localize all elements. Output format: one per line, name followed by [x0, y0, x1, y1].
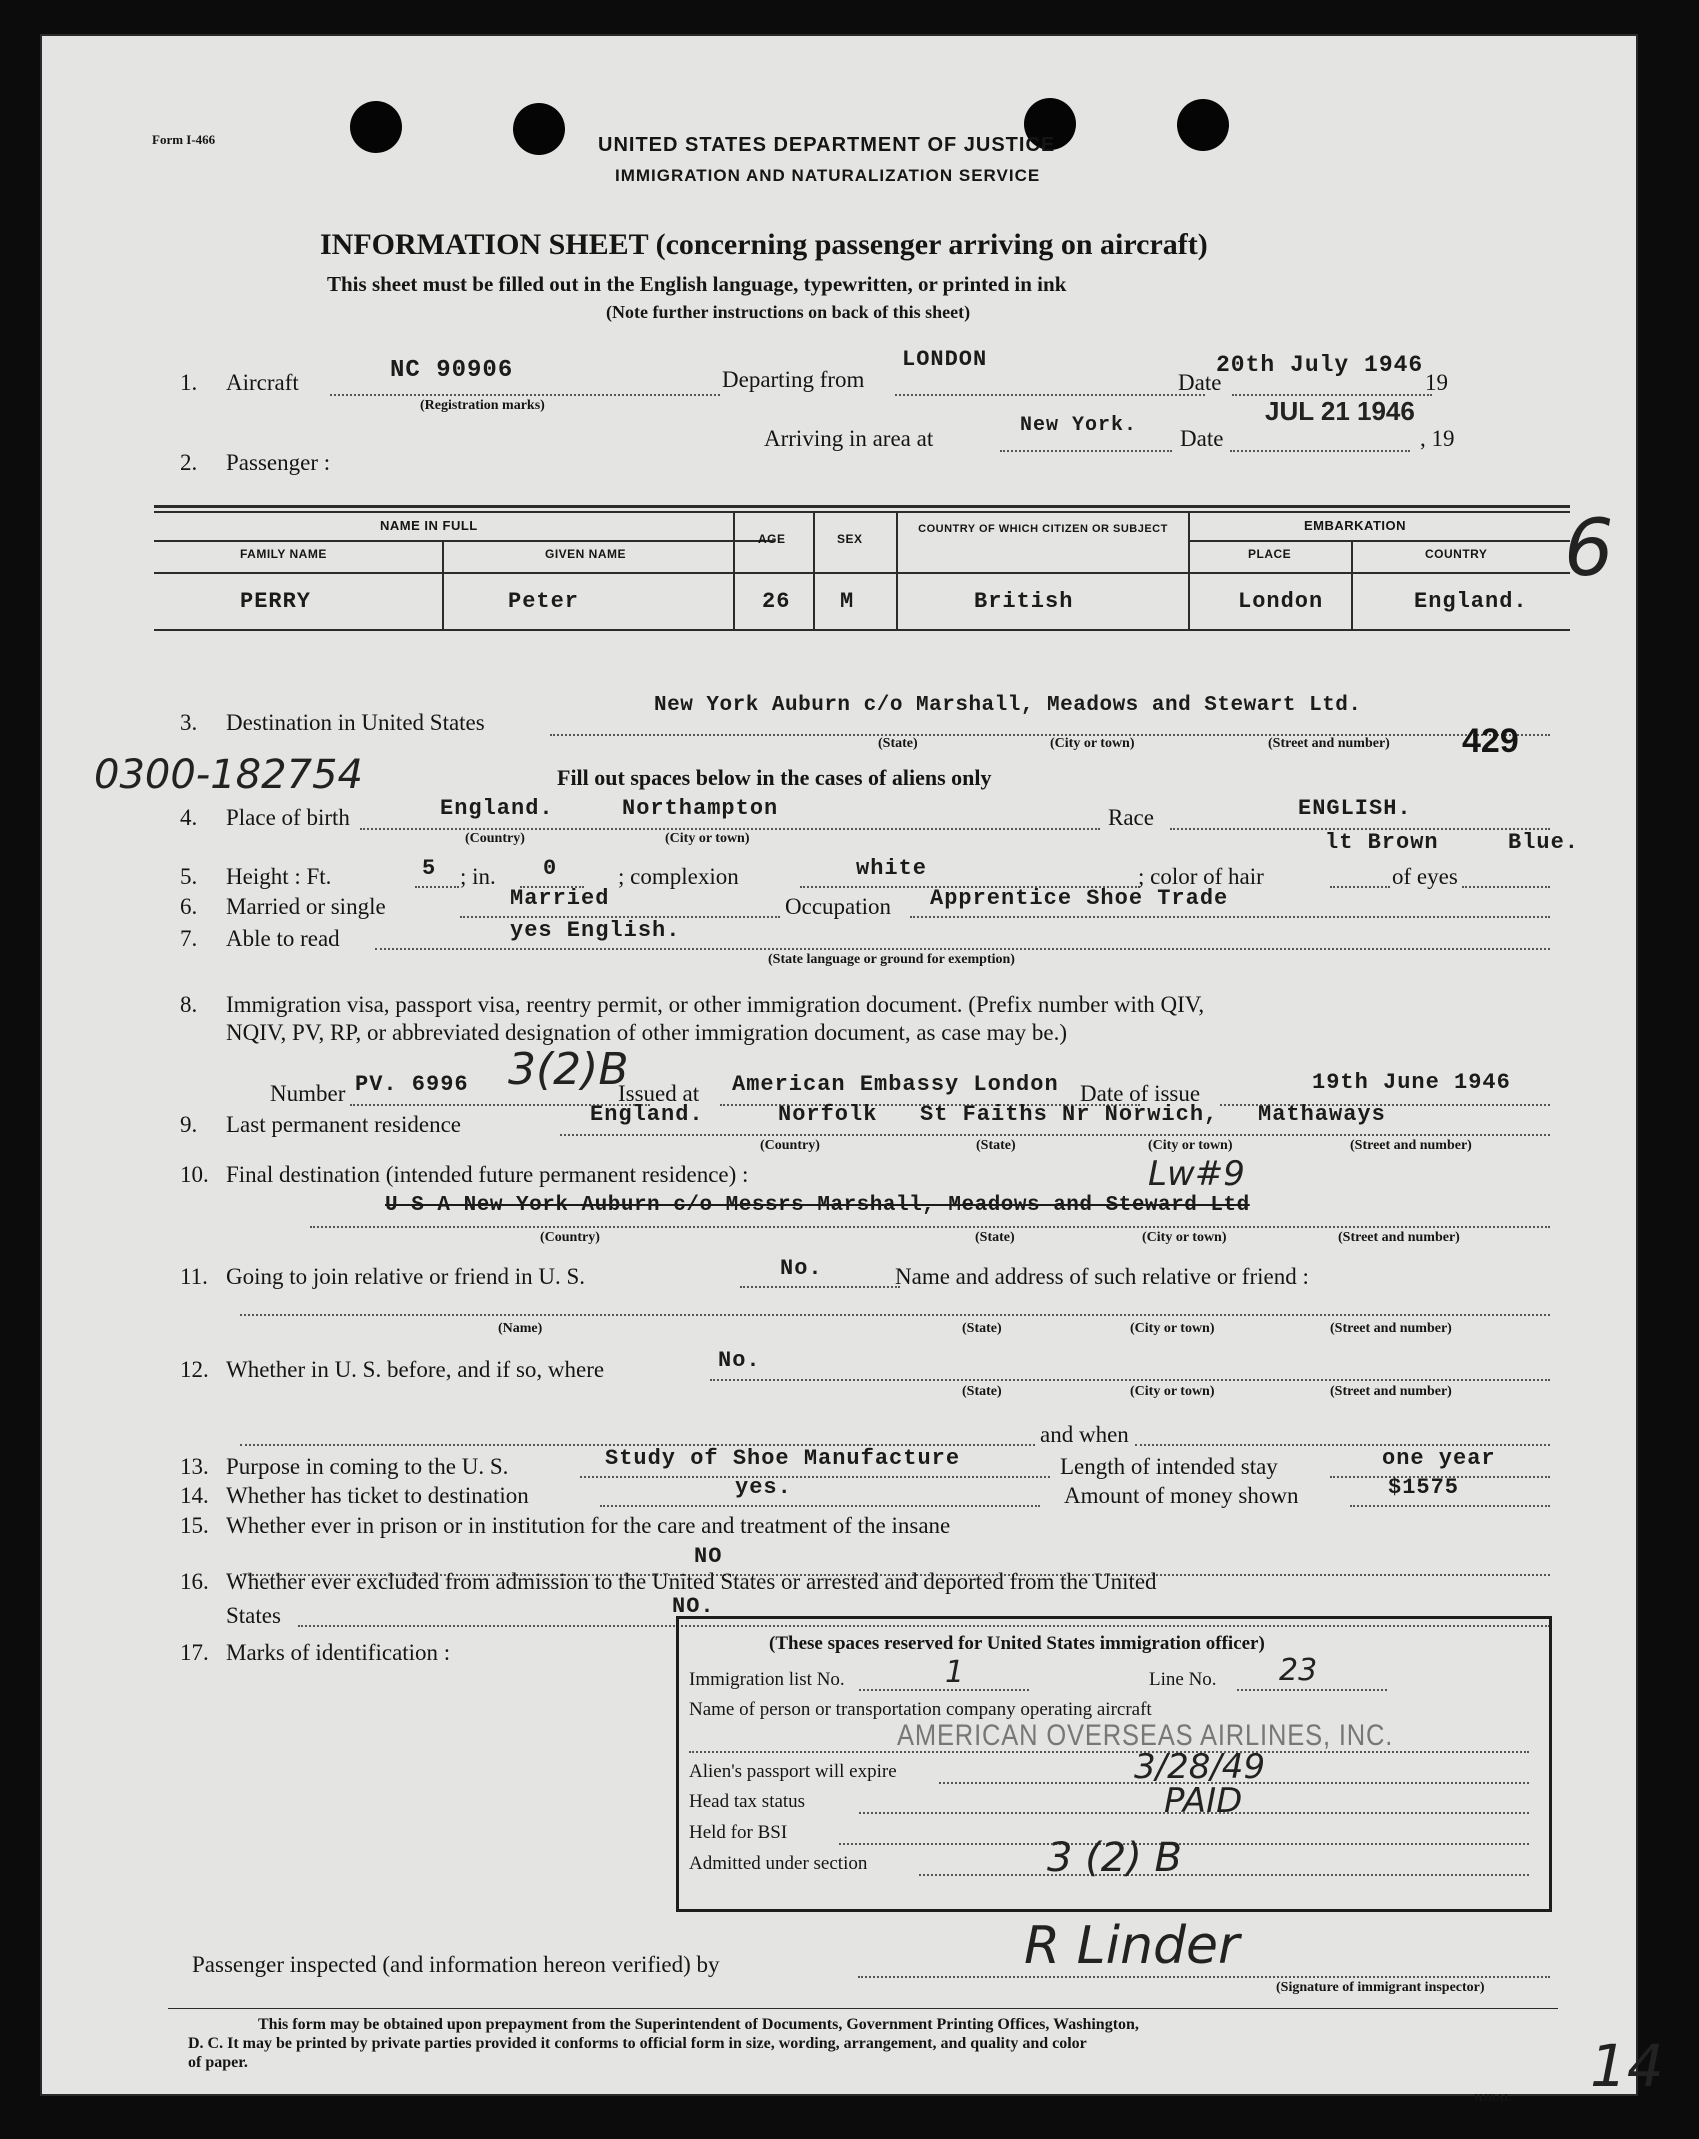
- caption: (State): [962, 1321, 1002, 1336]
- relative-address-label: Name and address of such relative or friend :: [895, 1264, 1309, 1289]
- table-rule: [154, 540, 774, 542]
- item-number: 2.: [180, 450, 198, 475]
- item-number: 12.: [180, 1357, 209, 1382]
- field-line: [919, 1874, 1529, 1876]
- aircraft-value: NC 90906: [390, 357, 514, 384]
- caption: (State): [878, 736, 918, 751]
- caption: (City or town): [1130, 1321, 1215, 1336]
- sex-value: M: [840, 589, 855, 614]
- officer-box: [676, 1616, 1552, 1912]
- caption: (Signature of immigrant inspector): [1276, 1980, 1485, 1995]
- destination-value: New York Auburn c/o Marshall, Meadows and Stewart Ltd.: [654, 694, 1362, 717]
- field-line: [560, 1134, 1550, 1136]
- excluded-value: NO.: [672, 1594, 715, 1619]
- table-rule: [442, 540, 444, 629]
- eyes-label: of eyes: [1392, 864, 1458, 889]
- previous-visit-value: No.: [718, 1348, 761, 1373]
- age-value: 26: [762, 589, 791, 614]
- inspected-label: Passenger inspected (and information hereon verified) by: [192, 1952, 720, 1977]
- purpose-value: Study of Shoe Manufacture: [605, 1446, 961, 1471]
- residence-label: Last permanent residence: [226, 1112, 461, 1137]
- read-value: yes English.: [510, 918, 681, 943]
- field-line: [740, 1286, 900, 1288]
- footer-rule: [168, 2008, 1558, 2009]
- item-number: 3.: [180, 710, 198, 735]
- field-line: [910, 916, 1550, 918]
- punch-hole: [350, 101, 402, 153]
- field-line: [1462, 886, 1550, 888]
- caption: (State): [976, 1138, 1016, 1153]
- caption: (Street and number): [1330, 1321, 1452, 1336]
- field-line: [859, 1689, 1029, 1691]
- arriving-label: Arriving in area at: [764, 426, 934, 451]
- margin-handwritten-number: 6: [1564, 504, 1614, 594]
- margin-handwritten-number: 14: [1590, 2032, 1664, 2100]
- item-number: 13.: [180, 1454, 209, 1479]
- residence-street-value: Mathaways: [1258, 1102, 1386, 1127]
- punch-hole: [513, 103, 565, 155]
- handwritten-annotation: Lw#9: [1148, 1154, 1245, 1194]
- punch-hole: [1177, 99, 1229, 151]
- instruction-note: (Note further instructions on back of this sheet): [606, 302, 971, 322]
- read-label: Able to read: [226, 926, 340, 951]
- page-subtitle: This sheet must be filled out in the English language, typewritten, or printed in ink: [327, 272, 1067, 296]
- prison-value: NO: [694, 1544, 723, 1569]
- item-number: 5.: [180, 864, 198, 889]
- table-header: AGE: [758, 532, 786, 546]
- table-header: COUNTRY OF WHICH CITIZEN OR SUBJECT: [918, 523, 1168, 535]
- operator-label: Name of person or transportation company operating aircraft: [689, 1699, 1152, 1720]
- field-line: [1230, 450, 1410, 452]
- caption: (State): [962, 1384, 1002, 1399]
- and-when-label: and when: [1040, 1422, 1129, 1447]
- embark-place-value: London: [1238, 589, 1324, 614]
- item-number: 10.: [180, 1162, 209, 1187]
- money-label: Amount of money shown: [1064, 1483, 1299, 1508]
- table-rule: [1188, 511, 1190, 629]
- tax-value: PAID: [1164, 1781, 1243, 1821]
- footer-text: D. C. It may be printed by private parties provided it conforms to official form in size, wording, arrangement, and quality and color: [188, 2035, 1087, 2052]
- officer-box-title: (These spaces reserved for United States immigration officer): [769, 1633, 1265, 1654]
- field-line: [858, 1976, 1550, 1978]
- occupation-label: Occupation: [785, 894, 892, 919]
- previous-visit-label: Whether in U. S. before, and if so, where: [226, 1357, 605, 1382]
- bsi-label: Held for BSI: [689, 1822, 788, 1843]
- document-instructions: NQIV, PV, RP, or abbreviated designation of other immigration document, as case may be.): [226, 1020, 1068, 1045]
- caption: (Country): [540, 1230, 600, 1245]
- footer-text: This form may be obtained upon prepayment from the Superintendent of Documents, Government Printing Offices, Washington,: [258, 2016, 1139, 2033]
- item-number: 16.: [180, 1569, 209, 1594]
- year-prefix: 19: [1425, 370, 1448, 395]
- field-line: [1330, 886, 1390, 888]
- inspector-signature: R Linder: [1024, 1916, 1240, 1976]
- field-line: [240, 1314, 1550, 1316]
- field-line: [895, 394, 1205, 396]
- passport-value: 3/28/49: [1134, 1747, 1266, 1787]
- departing-label: Departing from: [722, 367, 865, 392]
- list-value: 1: [945, 1655, 965, 1690]
- table-header: EMBARKATION: [1304, 518, 1407, 533]
- departure-date-value: 20th July 1946: [1216, 352, 1424, 378]
- handwritten-section-note: 3(2)B: [508, 1044, 629, 1095]
- table-rule: [733, 511, 735, 629]
- field-line: [310, 1226, 1550, 1228]
- marital-value: Married: [510, 886, 610, 911]
- embark-country-value: England.: [1414, 589, 1528, 614]
- caption: (Country): [760, 1138, 820, 1153]
- doc-number-label: Number: [270, 1081, 346, 1106]
- departing-value: LONDON: [902, 347, 988, 372]
- caption: (Street and number): [1338, 1230, 1460, 1245]
- marital-label: Married or single: [226, 894, 386, 919]
- tax-label: Head tax status: [689, 1791, 806, 1812]
- excluded-label: States: [226, 1603, 281, 1628]
- section-label: Admitted under section: [689, 1853, 868, 1874]
- ticket-label: Whether has ticket to destination: [226, 1483, 529, 1508]
- table-rule: [813, 511, 815, 629]
- ticket-value: yes.: [735, 1475, 792, 1500]
- caption: (Country): [465, 831, 525, 846]
- caption: (State): [975, 1230, 1015, 1245]
- given-name-value: Peter: [508, 589, 580, 614]
- doi-label: Date of issue: [1080, 1081, 1201, 1106]
- item-number: 14.: [180, 1483, 209, 1508]
- field-line: [330, 394, 720, 396]
- margin-number: 429: [1462, 722, 1519, 760]
- table-header: PLACE: [1248, 547, 1292, 561]
- section-value: 3 (2) B: [1047, 1835, 1182, 1881]
- item-number: 17.: [180, 1640, 209, 1665]
- family-name-value: PERRY: [240, 589, 312, 614]
- field-line: [839, 1843, 1529, 1845]
- field-line: [375, 948, 1550, 950]
- item-number: 15.: [180, 1513, 209, 1538]
- final-destination-value: U S A New York Auburn c/o Messrs Marshall, Meadows and Steward Ltd: [385, 1194, 1250, 1217]
- item-number: 6.: [180, 894, 198, 919]
- citizenship-value: British: [974, 589, 1074, 614]
- stay-label: Length of intended stay: [1060, 1454, 1278, 1479]
- race-value: ENGLISH.: [1298, 796, 1412, 821]
- race-label: Race: [1108, 805, 1154, 830]
- print-code: HJRAL: [1474, 2092, 1512, 2104]
- field-line: [1237, 1689, 1387, 1691]
- item-number: 9.: [180, 1112, 198, 1137]
- table-header: NAME IN FULL: [380, 518, 478, 533]
- birth-country-value: England.: [440, 796, 554, 821]
- residence-state-value: Norfolk: [778, 1102, 878, 1127]
- caption: (Street and number): [1268, 736, 1390, 751]
- money-value: $1575: [1388, 1475, 1460, 1500]
- stay-value: one year: [1382, 1446, 1496, 1471]
- eyes-value: Blue.: [1508, 830, 1580, 855]
- birth-city-value: Northampton: [622, 796, 779, 821]
- excluded-label: Whether ever excluded from admission to the United States or arrested and deported from the United: [226, 1569, 1157, 1594]
- doc-number-value: PV. 6996: [355, 1072, 469, 1097]
- field-line: [580, 1476, 1050, 1478]
- field-line: [710, 1379, 1550, 1381]
- hair-label: ; color of hair: [1138, 864, 1264, 889]
- relative-label: Going to join relative or friend in U. S.: [226, 1264, 585, 1289]
- birthplace-label: Place of birth: [226, 805, 350, 830]
- operator-stamp: AMERICAN OVERSEAS AIRLINES, INC.: [897, 1719, 1394, 1752]
- table-rule: [154, 505, 1570, 508]
- caption: (City or town): [1050, 736, 1135, 751]
- caption: (City or town): [1130, 1384, 1215, 1399]
- table-header: SEX: [837, 532, 863, 546]
- caption: (City or town): [665, 831, 750, 846]
- item-number: 8.: [180, 992, 198, 1017]
- field-line: [1350, 1505, 1550, 1507]
- line-value: 23: [1279, 1653, 1318, 1688]
- field-line: [600, 1505, 1040, 1507]
- table-rule: [896, 511, 898, 629]
- caption: (State language or ground for exemption): [768, 952, 1015, 967]
- destination-label: Destination in United States: [226, 710, 485, 735]
- issued-label: Issued at: [618, 1081, 700, 1106]
- field-line: [415, 886, 459, 888]
- page-title: INFORMATION SHEET (concerning passenger arriving on aircraft): [320, 228, 1208, 261]
- table-header: GIVEN NAME: [545, 547, 627, 561]
- file-number-handwritten: 0300-182754: [94, 752, 363, 798]
- table-rule: [1351, 540, 1353, 629]
- year-prefix: , 19: [1420, 426, 1455, 451]
- table-header: COUNTRY: [1425, 547, 1488, 561]
- issued-value: American Embassy London: [732, 1072, 1059, 1097]
- caption: (City or town): [1142, 1230, 1227, 1245]
- doi-value: 19th June 1946: [1312, 1070, 1511, 1095]
- table-rule: [154, 629, 1570, 631]
- purpose-label: Purpose in coming to the U. S.: [226, 1454, 509, 1479]
- height-label: Height : Ft.: [226, 864, 332, 889]
- department: UNITED STATES DEPARTMENT OF JUSTICE: [598, 134, 1056, 156]
- aircraft-label: Aircraft: [226, 370, 299, 395]
- residence-city-value: St Faiths Nr Norwich,: [920, 1102, 1219, 1127]
- complexion-label: ; complexion: [618, 864, 739, 889]
- caption: (City or town): [1148, 1138, 1233, 1153]
- table-rule: [154, 511, 1570, 513]
- date-label: Date: [1180, 426, 1224, 451]
- caption: (Street and number): [1350, 1138, 1472, 1153]
- final-destination-label: Final destination (intended future permanent residence) :: [226, 1162, 749, 1187]
- table-rule: [1188, 540, 1570, 542]
- height-inches-value: 0: [543, 856, 558, 881]
- hair-value: lt Brown: [1325, 830, 1439, 855]
- item-number: 4.: [180, 805, 198, 830]
- caption: (Street and number): [1330, 1384, 1452, 1399]
- field-line: [360, 828, 1100, 830]
- list-label: Immigration list No.: [689, 1669, 845, 1690]
- residence-country-value: England.: [590, 1102, 704, 1127]
- caption: (Registration marks): [420, 398, 545, 413]
- passport-label: Alien's passport will expire: [689, 1761, 897, 1782]
- arrival-date-stamp: JUL 21 1946: [1265, 396, 1415, 426]
- item-number: 7.: [180, 926, 198, 951]
- prison-label: Whether ever in prison or in institution for the care and treatment of the insane: [226, 1513, 951, 1538]
- service: IMMIGRATION AND NATURALIZATION SERVICE: [615, 166, 1041, 185]
- arriving-value: New York.: [1020, 414, 1138, 437]
- passenger-label: Passenger :: [226, 450, 331, 475]
- height-feet-value: 5: [422, 856, 437, 881]
- item-number: 1.: [180, 370, 198, 395]
- aliens-note: Fill out spaces below in the cases of aliens only: [557, 765, 992, 790]
- relative-value: No.: [780, 1256, 823, 1281]
- item-number: 11.: [180, 1264, 208, 1289]
- field-line: [1000, 450, 1172, 452]
- complexion-value: white: [856, 856, 928, 881]
- document-instructions: Immigration visa, passport visa, reentry permit, or other immigration document. (Prefix number with QIV,: [226, 992, 1205, 1017]
- date-label: Date: [1178, 370, 1222, 395]
- line-label: Line No.: [1149, 1669, 1217, 1690]
- inches-label: ; in.: [460, 864, 496, 889]
- table-header: FAMILY NAME: [240, 547, 327, 561]
- document-sheet: [40, 34, 1664, 2104]
- footer-text: of paper.: [188, 2054, 248, 2071]
- table-rule: [154, 572, 1570, 574]
- caption: (Name): [498, 1321, 543, 1336]
- occupation-value: Apprentice Shoe Trade: [930, 886, 1229, 911]
- form-number: Form I-466: [152, 132, 216, 147]
- marks-label: Marks of identification :: [226, 1640, 451, 1665]
